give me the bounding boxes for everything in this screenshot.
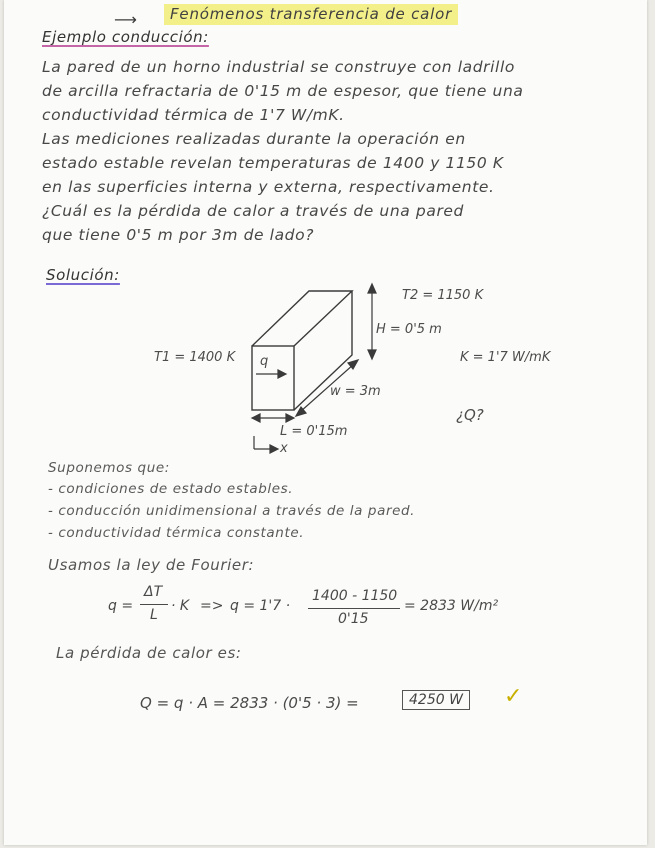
eq-fraction-bar [308,608,400,609]
example-label: Ejemplo conducción: [42,28,209,46]
height-label: H = 0'5 m [376,322,442,337]
right-arrow-icon: ⟶ [114,10,137,29]
height-arrow [368,284,376,359]
solution-label: Solución: [46,266,120,284]
problem-line: en las superficies interna y externa, respectivamente. [42,178,495,196]
problem-line: estado estable revelan temperaturas de 1400 y 1150 K [42,154,504,172]
heat-flux-arrow [256,370,286,378]
problem-line: La pared de un horno industrial se construye con ladrillo [42,58,515,76]
x-axis-arrow [254,436,278,453]
x-axis-label: x [280,441,288,456]
heat-loss-equation: Q = q · A = 2833 · (0'5 · 3) = [140,694,359,712]
problem-line: que tiene 0'5 m por 3m de lado? [42,226,315,244]
fourier-label: Usamos la ley de Fourier: [48,556,255,574]
eq-thickness: L [150,607,158,623]
eq-flux-result: = 2833 W/m² [404,598,499,614]
t2-label: T2 = 1150 K [402,288,484,303]
checkmark-icon: ✓ [504,684,523,709]
t1-label: T1 = 1400 K [154,350,236,365]
wall-diagram [4,0,647,845]
problem-line: Las mediciones realizadas durante la operación en [42,130,466,148]
assumptions-title: Suponemos que: [48,460,170,476]
wall-front-face [252,346,294,410]
wall-top-face [252,291,352,346]
width-label: w = 3m [330,384,381,399]
eq-numerator: 1400 - 1150 [312,588,398,604]
eq-fraction-bar [140,604,168,605]
notebook-page [4,0,647,845]
page-title: Fenómenos transferencia de calor [164,4,458,25]
eq-times-k: · K [171,598,190,614]
final-answer-box: 4250 W [402,690,470,710]
eq-q-substitution: q = 1'7 · [230,598,291,614]
eq-denominator: 0'15 [338,611,369,627]
thickness-label: L = 0'15m [280,424,348,439]
unknown-q-label: ¿Q? [456,406,484,424]
conductivity-label: K = 1'7 W/mK [460,350,551,365]
problem-line: ¿Cuál es la pérdida de calor a través de una pared [42,202,464,220]
heat-loss-label: La pérdida de calor es: [56,644,242,662]
problem-line: conductividad térmica de 1'7 W/mK. [42,106,345,124]
assumption-item: - conductividad térmica constante. [48,525,305,541]
assumption-item: - conducción unidimensional a través de la pared. [48,503,416,519]
thickness-arrow [252,414,294,422]
assumption-item: - condiciones de estado estables. [48,481,294,497]
eq-implies: => [200,598,224,614]
eq-delta-t: ΔT [144,584,163,600]
q-label: q [260,354,269,369]
problem-line: de arcilla refractaria de 0'15 m de espesor, que tiene una [42,82,524,100]
eq-q-lhs: q = [108,598,134,614]
